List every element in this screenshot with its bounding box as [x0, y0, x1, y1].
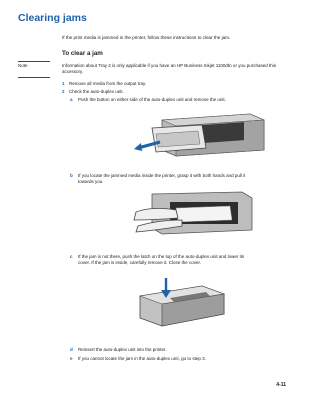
substep-letter: d [70, 347, 73, 352]
substep-letter: b [70, 173, 73, 178]
substep-c [70, 254, 285, 266]
duplex-unit-illustration [140, 286, 224, 326]
page-number: 4-11 [276, 382, 286, 388]
substep-text: If you cannot locate the jam in the auto-duplex unit, go to step 3. [78, 356, 206, 361]
substep-letter: c [70, 254, 73, 259]
substep-e [70, 356, 285, 362]
substep-letter: e [70, 356, 73, 361]
substep-text: Push the button on either side of the auto-duplex unit and remove the unit. [78, 97, 226, 102]
substep-text: Reinsert the auto-duplex unit into the printer. [78, 347, 167, 352]
step-text: Check the auto-duplex unit. [69, 89, 124, 94]
step-text: Remove all media from the output tray. [69, 81, 147, 86]
duplex-unit-illustration [152, 125, 206, 152]
procedure-heading: To clear a jam [62, 50, 103, 57]
note-text: Information about Tray 2 is only applicable if you have an HP Business Inkjet 1100dtn or you purchased this accessory. [62, 63, 276, 74]
substep-text: If the jam is not there, push the latch on the top of the auto-duplex unit and lower its [78, 254, 245, 259]
intro-paragraph: If the print media is jammed in the printer, follow these instructions to clear the jam. [62, 35, 231, 40]
substep-text: If you locate the jammed media inside the printer, grasp it with both hands and pull it [78, 173, 246, 178]
figure-remove-duplex-unit [132, 110, 272, 162]
substep-b [70, 173, 285, 185]
substep-letter: a [70, 97, 73, 102]
figure-push-latch [132, 276, 232, 330]
note-rule-bottom [18, 77, 50, 78]
substep-a [70, 97, 285, 103]
step-2 [62, 89, 124, 95]
note-label: Note [18, 63, 28, 68]
step-number: 1 [62, 81, 65, 86]
step-number: 2 [62, 89, 65, 94]
note-rule-top [18, 61, 50, 62]
figure-pull-jammed-media [122, 190, 262, 240]
substep-text-continued: cover. If the jam is inside, carefully remove it. Close the cover. [78, 260, 202, 265]
substep-d [70, 347, 285, 353]
step-1 [62, 81, 146, 87]
page-title: Clearing jams [18, 12, 87, 24]
substep-text-continued: towards you. [78, 179, 104, 184]
